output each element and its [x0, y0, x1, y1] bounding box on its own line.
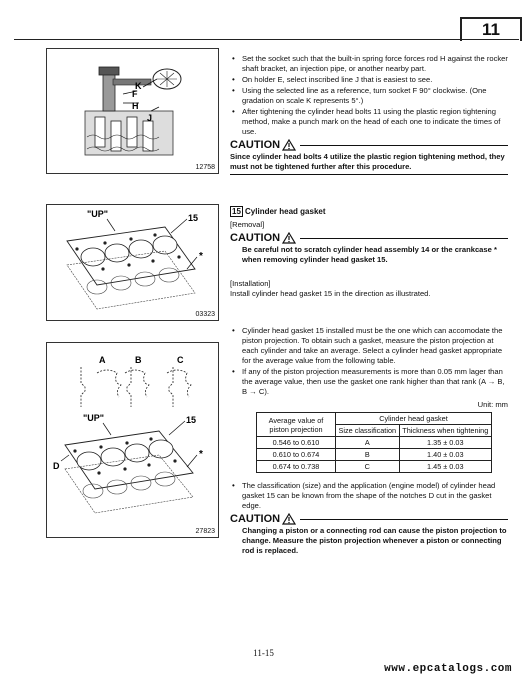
caution-label: CAUTION	[230, 513, 281, 525]
bullet-item: • Cylinder head gasket 15 installed must be the one which can accomodate the piston projection. To obtain such a gasket, measure the piston projection at each cylinder and take an average. Select a cylinder head gasket appropriate for the average value from the following table.	[242, 326, 508, 366]
caution-text: Be careful not to scratch cylinder head assembly 14 or the crankcase * when removing cylinder head gasket 15.	[242, 245, 497, 264]
bullet-item: • After tightening the cylinder head bolts 11 using the plastic region tightening method, make a punch mark on the head of each one to indicate the times of use.	[242, 107, 508, 137]
label-up: "UP"	[83, 413, 105, 423]
block3-bullets-after	[230, 481, 508, 511]
caution-text: Changing a piston or a connecting rod can cause the piston projection to change. Measure the piston projection whenever a piston or connecting rod is replaced.	[242, 526, 507, 555]
table-cell: 1.40 ± 0.03	[399, 449, 491, 461]
table-cell: B	[336, 449, 400, 461]
table-header: Size classification	[336, 425, 400, 437]
label-a: A	[99, 355, 106, 365]
warning-icon	[282, 232, 296, 244]
label-f: F	[132, 89, 138, 99]
section-title: Cylinder head gasket	[245, 207, 326, 216]
label-d: D	[53, 461, 60, 471]
figure-number: 12758	[195, 164, 215, 171]
table-row	[257, 461, 492, 473]
caution-rule	[300, 145, 508, 146]
table-row	[257, 437, 492, 449]
gasket-notch-illustration	[47, 343, 218, 537]
section-tab: 11	[460, 17, 522, 41]
caution-end-rule	[230, 174, 508, 175]
label-15: 15	[188, 213, 199, 223]
label-15: 15	[186, 415, 197, 425]
caution-heading	[230, 513, 508, 525]
table-cell: 1.35 ± 0.03	[399, 437, 491, 449]
block1-text	[230, 54, 508, 175]
block1-bullets	[230, 54, 508, 137]
table-cell: C	[336, 461, 400, 473]
caution-label: CAUTION	[230, 139, 281, 151]
block3-text	[230, 326, 508, 556]
installation-text: Install cylinder head gasket 15 in the direction as illustrated.	[230, 289, 431, 298]
label-c: C	[177, 355, 184, 365]
table-cell: 0.546 to 0.610	[257, 437, 336, 449]
label-b: B	[135, 355, 142, 365]
label-k: K	[135, 81, 142, 91]
figure-gasket-notches	[46, 342, 219, 538]
block3-bullets	[230, 326, 508, 397]
section-heading	[230, 206, 508, 217]
bullet-item: • On holder E, select inscribed line J that is easiest to see.	[242, 75, 508, 85]
bullet-item: • Using the selected line as a reference, turn socket F 90° clockwise. (One gradation on scale K represents 5°.)	[242, 86, 508, 106]
unit-label: Unit: mm	[477, 400, 508, 409]
bullet-item: • If any of the piston projection measurements is more than 0.05 mm lager than the average value, then use the gasket one rank higher than that rank (A → B, B → C).	[242, 367, 508, 397]
table-cell: A	[336, 437, 400, 449]
label-up: "UP"	[87, 209, 109, 219]
label-star: *	[199, 449, 203, 460]
caution-rule	[300, 519, 508, 520]
label-j: J	[147, 113, 153, 123]
figure-socket-tightening	[46, 48, 219, 174]
label-h: H	[132, 101, 139, 111]
bullet-item: • The classification (size) and the application (engine model) of cylinder head gasket 15 can be known from the shape of the notches D cut in the gasket edge.	[242, 481, 508, 511]
table-cell: 0.610 to 0.674	[257, 449, 336, 461]
site-watermark: www.epcatalogs.com	[384, 663, 512, 675]
figure-number: 27823	[195, 528, 215, 535]
caution-heading	[230, 139, 508, 151]
caution-text: Since cylinder head bolts 4 utilize the plastic region tightening method, they must not be tightened further after this procedure.	[230, 152, 505, 171]
gasket-table	[256, 412, 492, 473]
section-number: 15	[232, 207, 241, 216]
warning-icon	[282, 513, 296, 525]
warning-icon	[282, 139, 296, 151]
figure-number: 03323	[195, 311, 215, 318]
table-row	[257, 449, 492, 461]
page-number: 11-15	[253, 648, 274, 658]
table-header: Thickness when tightening	[399, 425, 491, 437]
header-rule	[14, 39, 519, 40]
removal-label: [Removal]	[230, 220, 265, 229]
bullet-item: • Set the socket such that the built-in spring force forces rod H against the rocker shaft bracket, an injection pipe, or another nearby part.	[242, 54, 508, 74]
table-cell: 1.45 ± 0.03	[399, 461, 491, 473]
gasket-illustration	[47, 205, 218, 320]
caution-label: CAUTION	[230, 232, 281, 244]
table-header: Cylinder head gasket	[336, 413, 492, 425]
block2-text	[230, 206, 508, 299]
table-header: Average value of piston projection	[257, 413, 336, 437]
caution-rule	[300, 238, 508, 239]
installation-label: [Installation]	[230, 279, 271, 288]
label-star: *	[199, 251, 203, 262]
table-cell: 0.674 to 0.738	[257, 461, 336, 473]
figure-gasket-up	[46, 204, 219, 321]
socket-illustration	[47, 49, 218, 173]
caution-heading	[230, 232, 508, 244]
